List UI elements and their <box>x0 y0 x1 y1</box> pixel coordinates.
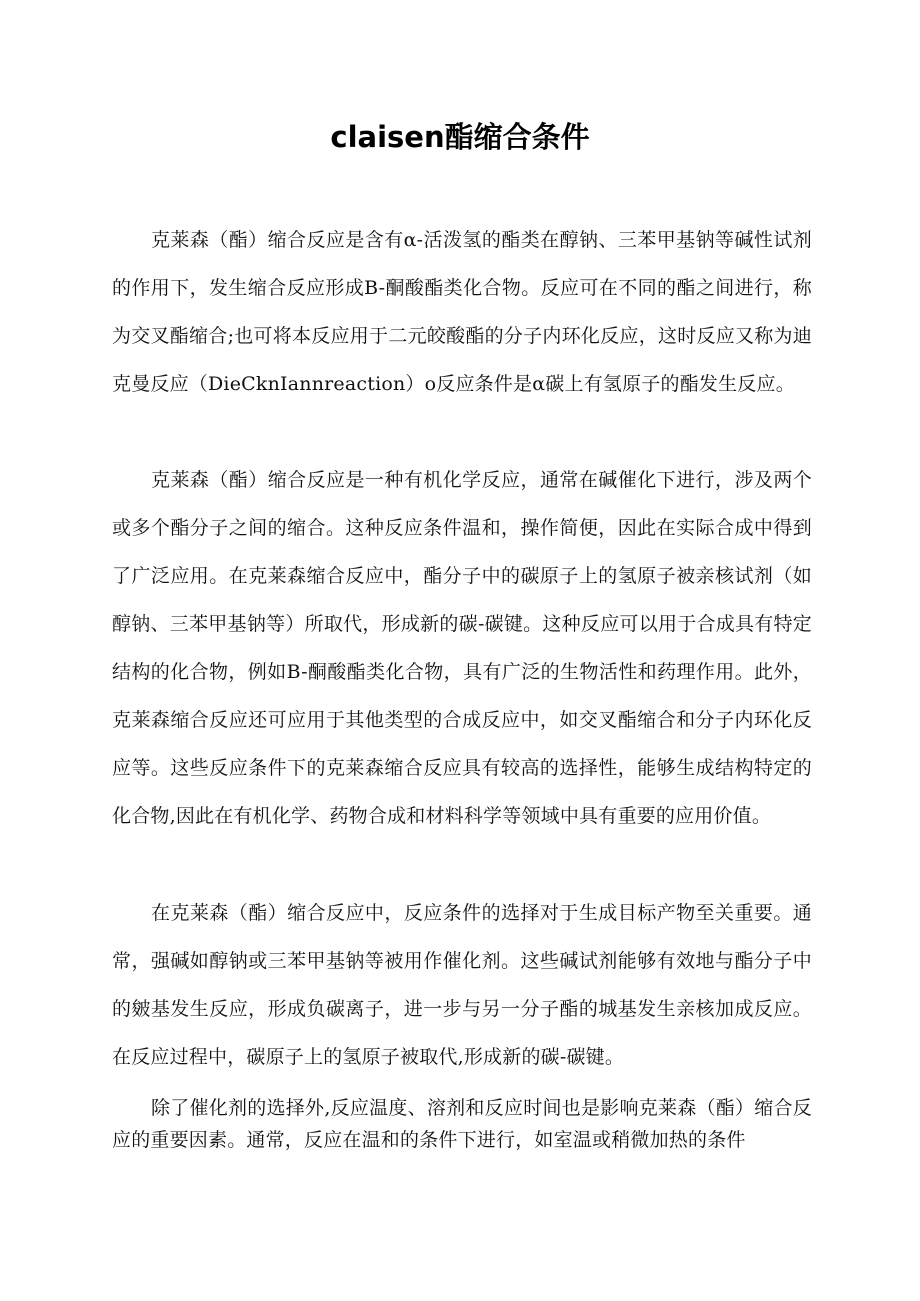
paragraph-overview: 克莱森（酯）缩合反应是一种有机化学反应，通常在碱催化下进行，涉及两个或多个酯分子之间的缩合。这种反应条件温和，操作简便，因此在实际合成中得到了广泛应用。在克莱森缩合反应中，酯分子中的碳原子上的氢原子被亲核试剂（如醇钠、三苯甲基钠等）所取代，形成新的碳-碳键。这种反应可以用于合成具有特定结构的化合物，例如B-酮酸酯类化合物，具有广泛的生物活性和药理作用。此外，克莱森缩合反应还可应用于其他类型的合成反应中，如交叉酯缩合和分子内环化反应等。这些反应条件下的克莱森缩合反应具有较高的选择性，能够生成结构特定的化合物,因此在有机化学、药物合成和材料科学等领域中具有重要的应用价值。 <box>112 469 812 827</box>
document-title: claisen酯缩合条件 <box>330 120 590 154</box>
paragraph-conditions: 在克莱森（酯）缩合反应中，反应条件的选择对于生成目标产物至关重要。通常，强碱如醇钠或三苯甲基钠等被用作催化剂。这些碱试剂能够有效地与酯分子中的皴基发生反应，形成负碳离子，进一步与另一分子酯的城基发生亲核加成反应。在反应过程中，碳原子上的氢原子被取代,形成新的碳-碳键。 <box>112 902 812 1068</box>
paragraph-factors: 除了催化剂的选择外,反应温度、溶剂和反应时间也是影响克莱森（酯）缩合反应的重要因素。通常，反应在温和的条件下进行，如室温或稍微加热的条件 <box>112 1097 812 1151</box>
paragraph-intro: 克莱森（酯）缩合反应是含有α-活泼氢的酯类在醇钠、三苯甲基钠等碱性试剂的作用下，发生缩合反应形成B-酮酸酯类化合物。反应可在不同的酯之间进行，称为交叉酯缩合;也可将本反应用于二元皎酸酯的分子内环化反应，这时反应又称为迪克曼反应（DieCknIannreaction）o反应条件是α碳上有氢原子的酯发生反应。 <box>112 229 812 395</box>
